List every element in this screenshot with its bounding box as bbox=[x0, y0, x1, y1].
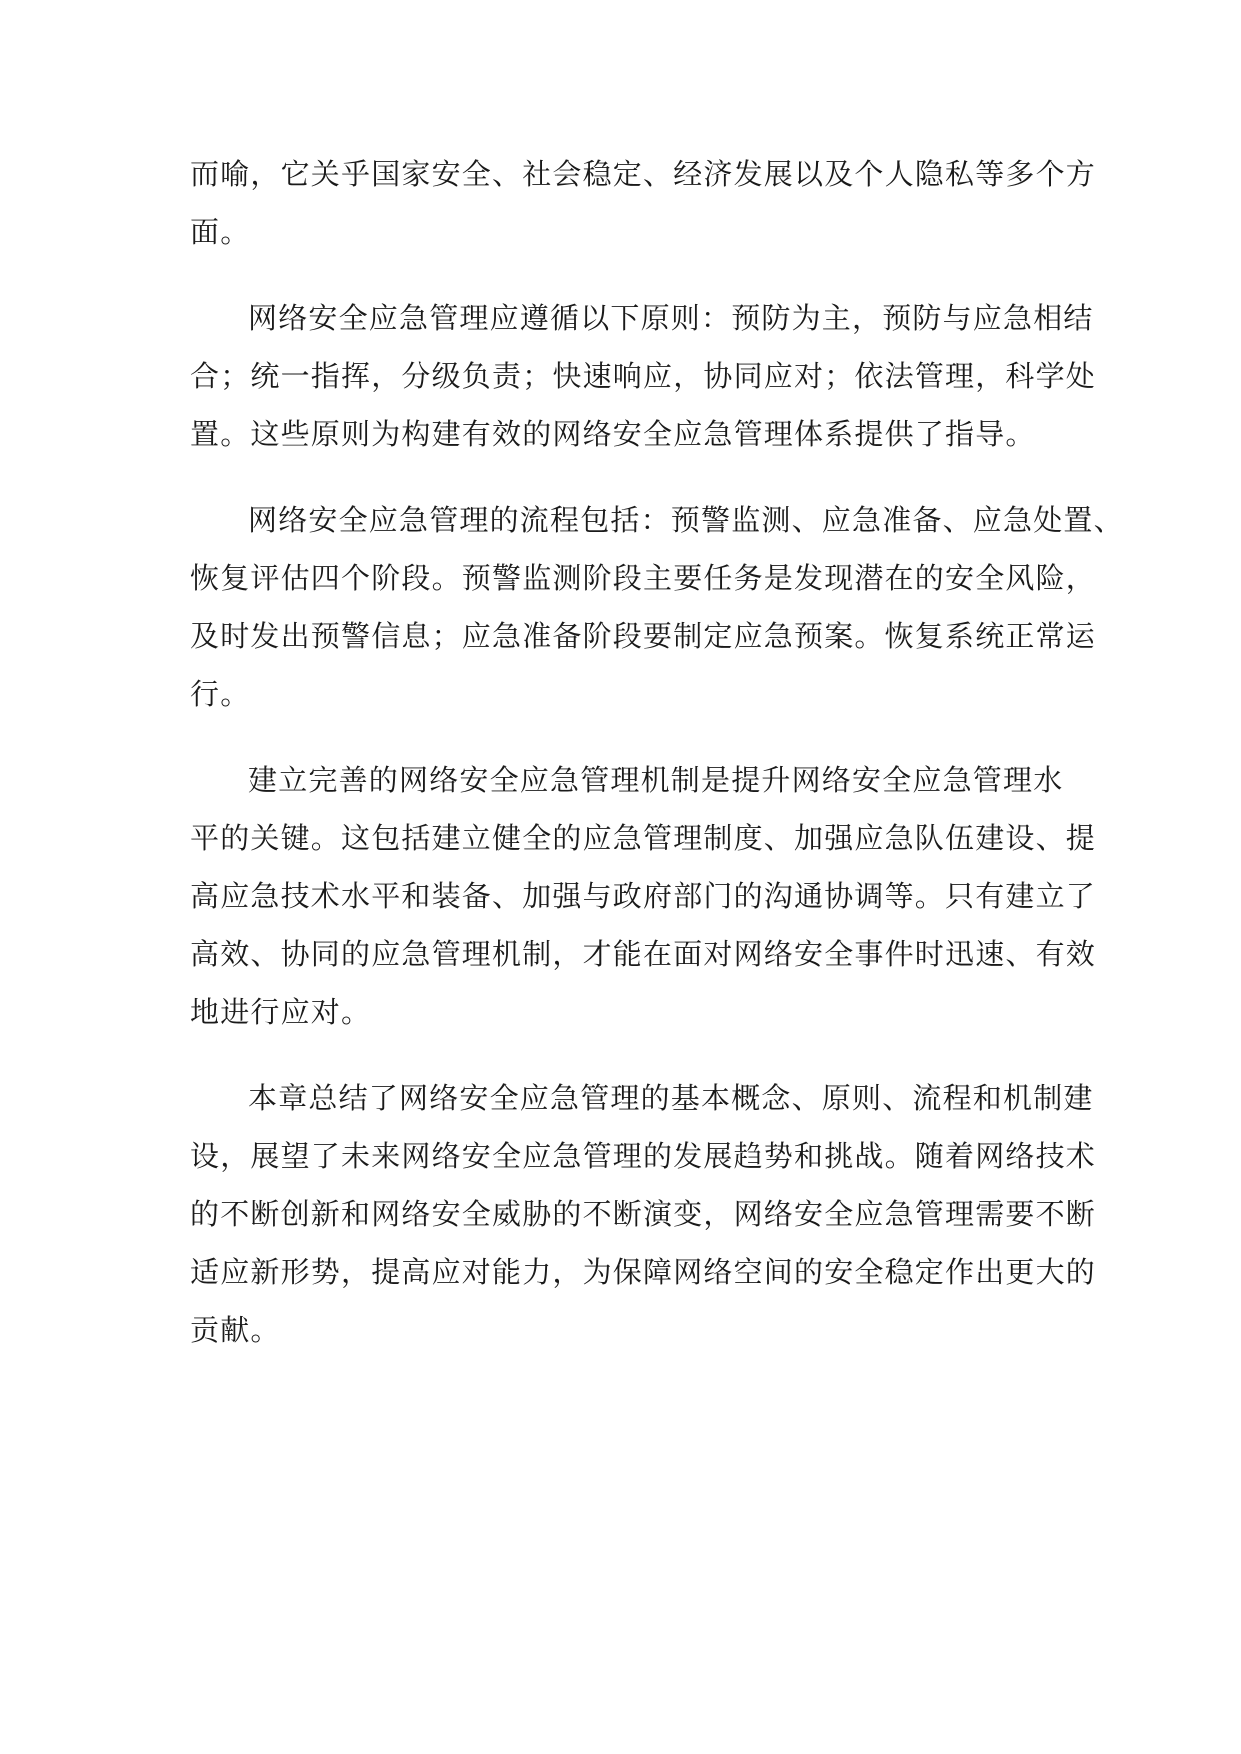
paragraph-line: 行。 bbox=[190, 677, 251, 711]
paragraph-line: 的不断创新和网络安全威胁的不断演变，网络安全应急管理需要不断 bbox=[190, 1197, 1097, 1231]
paragraph-line: 平的关键。这包括建立健全的应急管理制度、加强应急队伍建设、提 bbox=[190, 821, 1097, 855]
paragraph-line: 及时发出预警信息；应急准备阶段要制定应急预案。恢复系统正常运 bbox=[190, 619, 1097, 653]
paragraph-line: 而喻，它关乎国家安全、社会稳定、经济发展以及个人隐私等多个方 bbox=[190, 157, 1097, 191]
paragraph-line: 设，展望了未来网络安全应急管理的发展趋势和挑战。随着网络技术 bbox=[190, 1139, 1097, 1173]
paragraph-line: 面。 bbox=[190, 215, 251, 249]
paragraph-line: 适应新形势，提高应对能力，为保障网络空间的安全稳定作出更大的 bbox=[190, 1255, 1097, 1289]
paragraph-1 bbox=[190, 145, 1097, 261]
paragraph-line: 置。这些原则为构建有效的网络安全应急管理体系提供了指导。 bbox=[190, 417, 1036, 451]
paragraph-line: 高应急技术水平和装备、加强与政府部门的沟通协调等。只有建立了 bbox=[190, 879, 1097, 913]
paragraph-4 bbox=[190, 751, 1097, 1041]
paragraph-5 bbox=[190, 1069, 1097, 1359]
paragraph-line: 贡献。 bbox=[190, 1313, 281, 1347]
paragraph-line: 网络安全应急管理应遵循以下原则：预防为主，预防与应急相结 bbox=[248, 301, 1094, 335]
paragraph-line: 网络安全应急管理的流程包括：预警监测、应急准备、应急处置、 bbox=[248, 503, 1124, 537]
paragraph-line: 合；统一指挥，分级负责；快速响应，协同应对；依法管理，科学处 bbox=[190, 359, 1097, 393]
paragraph-line: 建立完善的网络安全应急管理机制是提升网络安全应急管理水 bbox=[248, 763, 1064, 797]
paragraph-line: 高效、协同的应急管理机制，才能在面对网络安全事件时迅速、有效 bbox=[190, 937, 1097, 971]
paragraph-2 bbox=[190, 289, 1097, 463]
paragraph-line: 地进行应对。 bbox=[190, 995, 372, 1029]
paragraph-line: 恢复评估四个阶段。预警监测阶段主要任务是发现潜在的安全风险， bbox=[190, 561, 1097, 595]
document-body bbox=[190, 145, 1124, 1359]
paragraph-line: 本章总结了网络安全应急管理的基本概念、原则、流程和机制建 bbox=[248, 1081, 1094, 1115]
paragraph-3 bbox=[190, 491, 1124, 723]
